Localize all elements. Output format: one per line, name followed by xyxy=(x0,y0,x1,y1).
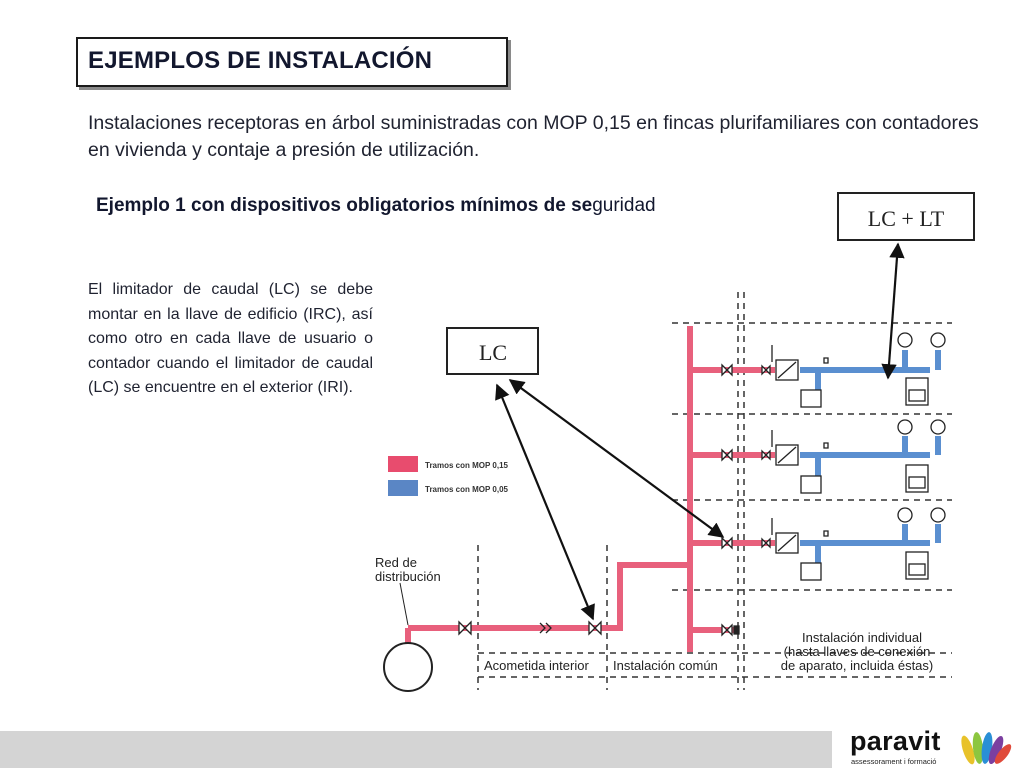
example-heading-bold: Ejemplo 1 con dispositivos obligatorios mínimos de se xyxy=(96,195,593,216)
legend xyxy=(388,456,509,496)
callout-lc-lt-label: LC + LT xyxy=(867,206,945,231)
zone-label-individual-3: de aparato, incluida éstas) xyxy=(780,658,934,673)
callout-lc-label: LC xyxy=(478,340,508,365)
description-text: El limitador de caudal (LC) se debe montar en la llave de edificio (IRC), así como otro en cada llave de usuario o contador cuando el limitador de caudal (LC) se encuentre en el exterior (IRI). xyxy=(88,281,373,396)
red-distribucion-pointer xyxy=(400,583,408,625)
legend-swatch-mop-005 xyxy=(388,480,418,496)
arrow-lc-lt xyxy=(888,244,898,378)
footer-bar xyxy=(0,731,832,768)
legend-label-mop-005: Tramos con MOP 0,05 xyxy=(425,485,508,494)
legend-swatch-mop-015 xyxy=(388,456,418,472)
valves xyxy=(459,345,828,635)
zone-label-comun: Instalación común xyxy=(613,658,718,673)
example-heading-normal: guridad xyxy=(592,195,656,216)
page-title: EJEMPLOS DE INSTALACIÓN xyxy=(88,47,433,74)
zone-label-individual-2: (hasta llaves de conexión xyxy=(783,644,931,659)
paravit-logo xyxy=(850,724,1024,768)
logo-feathers-icon xyxy=(956,724,1016,768)
red-distribucion-label-1: Red de xyxy=(375,555,417,570)
red-distribucion-label-2: distribución xyxy=(375,569,441,584)
intro-text: Instalaciones receptoras en árbol suministradas con MOP 0,15 en fincas plurifamiliares con contadores en vivienda y contaje a presión de utilización. xyxy=(88,112,979,161)
callout-arrows xyxy=(497,244,898,619)
logo-name: paravit xyxy=(850,726,941,756)
zone-label-individual-1: Instalación individual xyxy=(802,630,922,645)
legend-label-mop-015: Tramos con MOP 0,15 xyxy=(425,461,508,470)
distribution-network-icon xyxy=(384,643,432,691)
zone-label-acometida: Acometida interior xyxy=(484,658,589,673)
arrow-lc-building xyxy=(497,385,593,619)
logo-tagline: assessorament i formació xyxy=(851,757,937,766)
